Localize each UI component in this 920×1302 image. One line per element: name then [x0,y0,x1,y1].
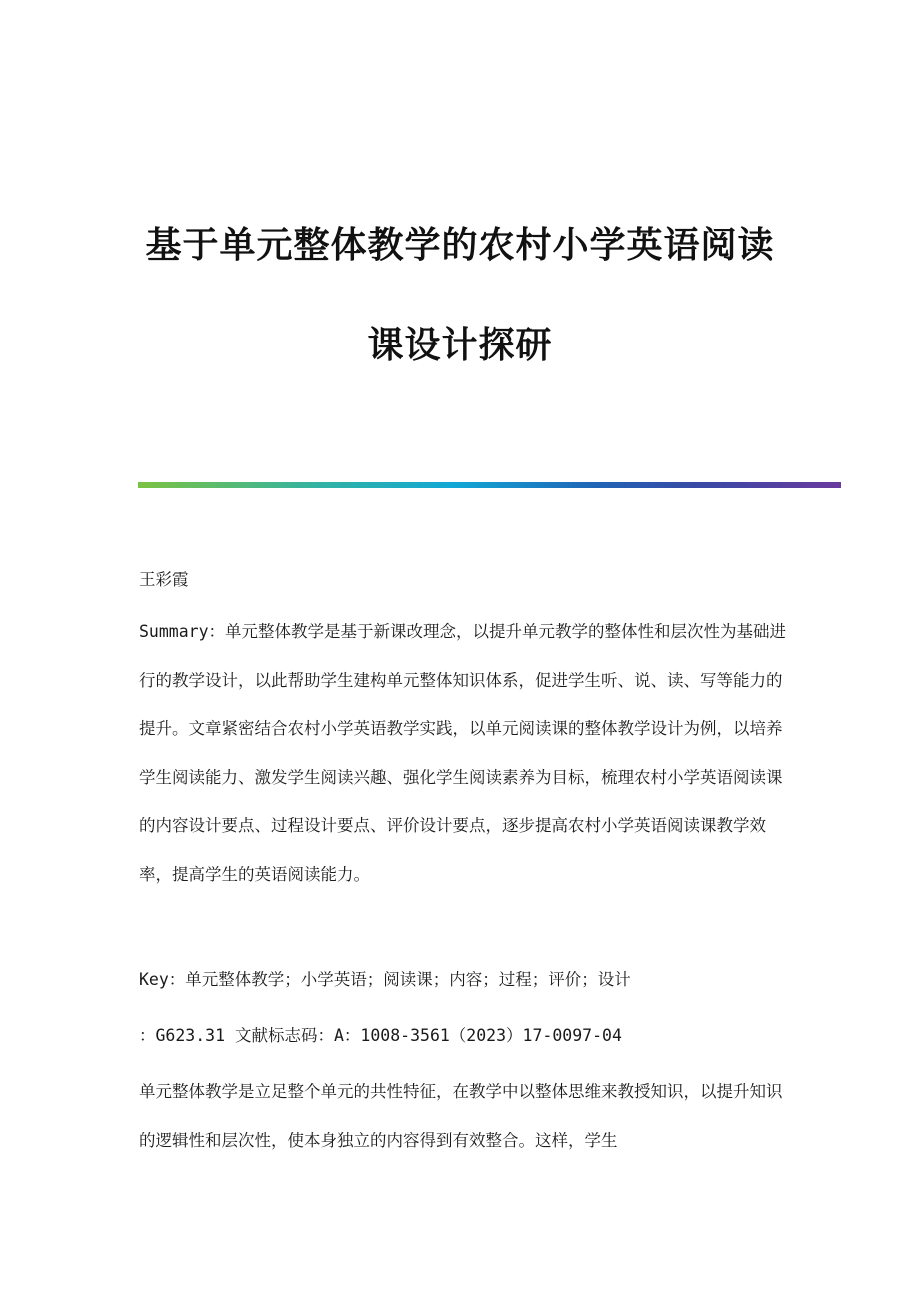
gradient-divider [138,482,841,488]
classification-line: ：G623.31 文献标志码：A：1008-3561（2023）17-0097-04 [139,1026,622,1045]
summary-paragraph: Summary：单元整体教学是基于新课改理念，以提升单元教学的整体性和层次性为基础进行的教学设计，以此帮助学生建构单元整体知识体系，促进学生听、说、读、写等能力的提升。文章紧密结合农村小学英语教学实践，以单元阅读课的整体教学设计为例，以培养学生阅读能力、激发学生阅读兴趣、强化学生阅读素养为目标，梳理农村小学英语阅读课的内容设计要点、过程设计要点、评价设计要点，逐步提高农村小学英语阅读课教学效率，提高学生的英语阅读能力。 [139,622,787,884]
document-title-line-1: 基于单元整体教学的农村小学英语阅读 [145,225,775,266]
document-title-line-2: 课设计探研 [367,325,553,366]
body-paragraph: 单元整体教学是立足整个单元的共性特征，在教学中以整体思维来教授知识，以提升知识的逻辑性和层次性，使本身独立的内容得到有效整合。这样，学生 [139,1082,783,1150]
author-name: 王彩霞 [139,570,189,589]
keywords-line: Key：单元整体教学；小学英语；阅读课；内容；过程；评价；设计 [139,970,631,989]
